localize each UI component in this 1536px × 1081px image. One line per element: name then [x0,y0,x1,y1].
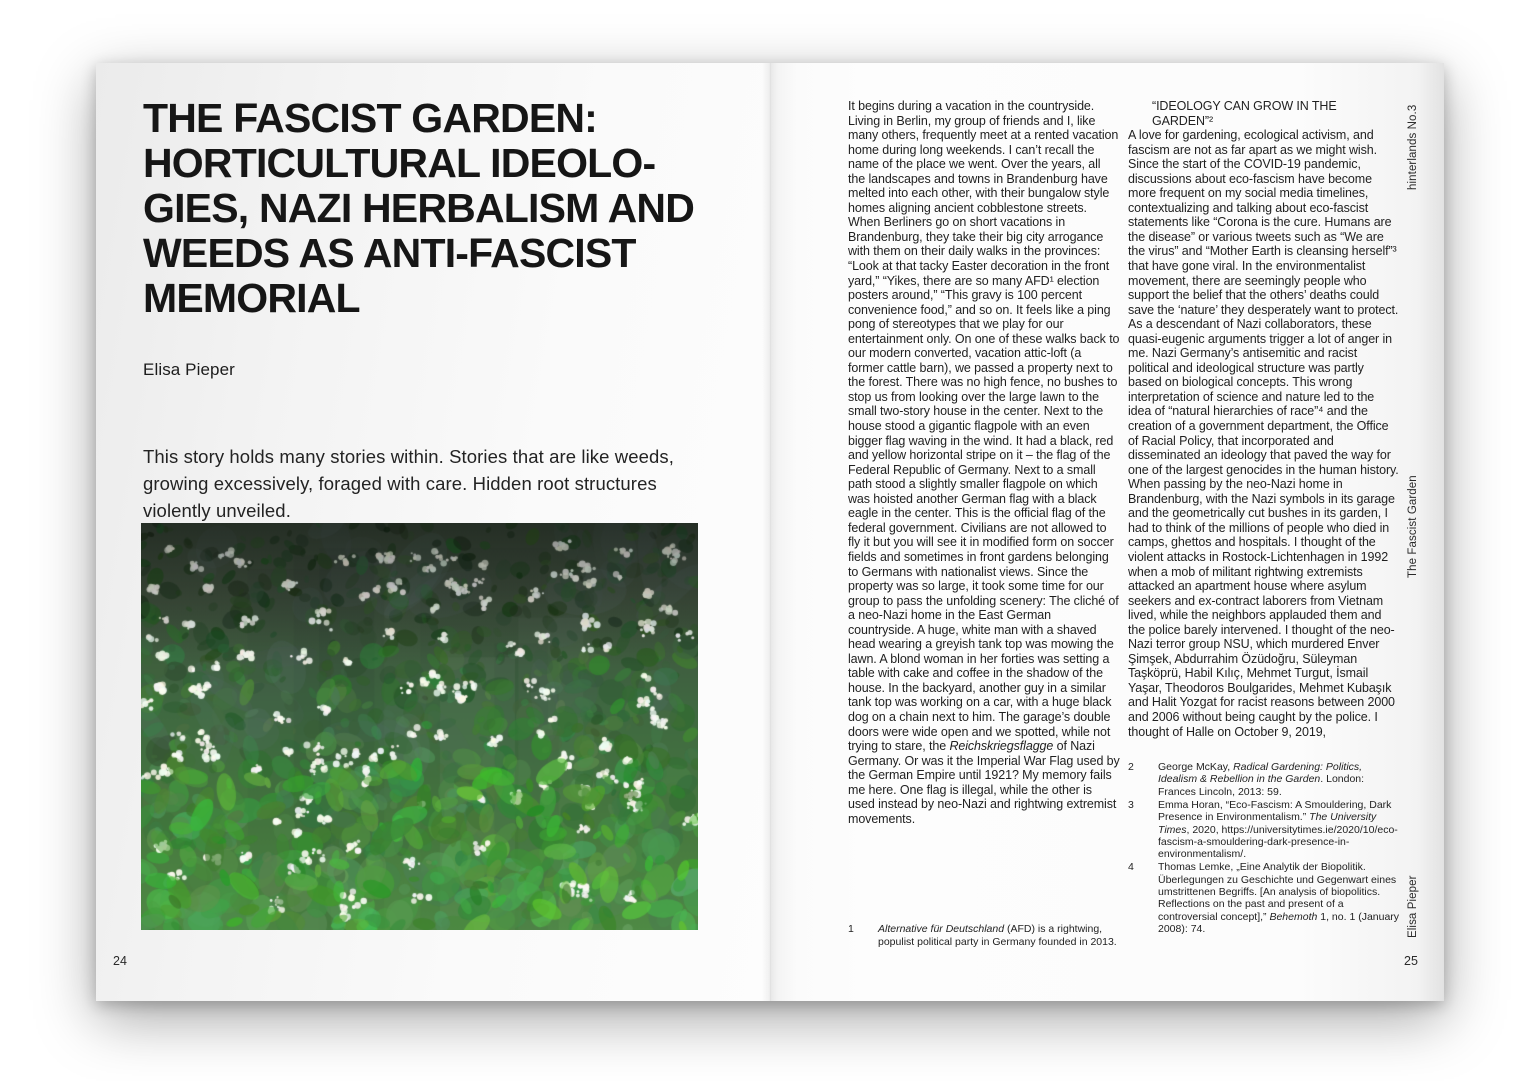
title-line: GIES, NAZI HERBALISM AND [143,185,695,231]
title-line: THE FASCIST GARDEN: [143,95,598,141]
footnote-segment: 1, no. 1 (January 2008): 74. [1158,910,1400,935]
body-text-italic-segment: Reichskriegsflagge [949,739,1054,754]
body-text-segment: of Nazi Germany. Or was it the Imperial War Flag used by the German Empire until 1921? My memory fails me here. One flag is illegal, while the other is used instead by neo-Nazi and rightwing extremist movements. [848,739,1124,826]
page-number-left: 24 [113,954,127,968]
footnote-italic: Alternative für Deutschland [878,923,1005,936]
footnote-text [1158,799,1400,860]
body-column-1 [848,99,1124,949]
footnote-text [1158,761,1400,798]
footnote [1128,861,1400,935]
author-name: Elisa Pieper [143,360,235,379]
body-column-2 [1128,99,1403,936]
body-text-segment: It begins during a vacation in the countryside. Living in Berlin, my group of friends and I, like many others, frequently meet at a rented vacation home during long weekends. I can’t recall the name of the place we went. Over the years, all the landscapes and towns in Brandenburg have melted into each other, with their bungalow style homes aligning ancient cobblestone streets. When Berliners go on short vacations in Brandenburg, they take their big city arrogance with them on their daily walks in the provinces: “Look at that tacky Easter decoration in the front yard,” “Yikes, there are so many AFD¹ election posters around,” “This gravy is 100 percent convenience food,” and so on. It feels like a ping pong of stereotypes that we play for our entertainment only. On one of these walks back to our modern converted, vacation attic-loft (a former cattle barn), we passed a property next to the forest. There was no high fence, no bushes to stop us from looking over the large lawn to the small two-story house in the center. Next to the house stood a gigantic flagpole with an even bigger flag waving in the wind. It had a black, red and yellow horizontal stripe on it – the flag of the Federal Republic of Germany. Next to a small path stood a slightly smaller flagpole on which was hoisted another German flag with a black eagle in the center. This is the official flag of the federal government. Civilians are not allowed to fly it but you will see it in modified form on soccer fields and sometimes in front gardens belonging to Germans with nationalist views. Since the property was so large, it took some time for our group to pass the unfolding scenery: The cliché of a neo-Nazi home in the East German countryside. A huge, white man with a shaved head wearing a greyish tank top was mowing the lawn. A blond woman in her forties was setting a table with cake and coffee in the shadow of the house. In the backyard, another guy in a similar tank top was working on a car, with a huge black dog on a chain next to him. The garage’s double doors were wide open and we spotted, while not trying to stare, the [848,99,1123,754]
book-spread [96,63,1444,1001]
footnote-segment: (AFD) is a rightwing, populist political party in Germany founded in 2013. [878,923,1117,948]
title-line: MEMORIAL [143,275,360,321]
title-line: WEEDS AS ANTI-FASCIST [143,230,636,276]
intro-paragraph: This story holds many stories within. Stories that are like weeds, growing excessively, foraged with care. Hidden root structures violently unveiled. [143,446,674,521]
footnote-segment: George McKay, [1158,761,1234,774]
title-line: HORTICULTURAL IDEOLO- [143,140,656,186]
body-paragraph-2: A love for gardening, ecological activism, and fascism are not as far apart as we might wish. Since the start of the COVID-19 pandemic, discussions about eco-fascism have become more frequent on my social media timelines, contextualizing and talking about eco-fascist statements like “Corona is the cure. Humans are the disease” or various tweets such as “We are the virus” and “Mother Earth is cleansing herself”³ that have gone viral. In the environmentalist movement, there are seemingly people who support the belief that the others’ deaths could save the ‘nature’ they desperately want to protect. As a descendant of Nazi collaborators, these quasi-eugenic arguments trigger a lot of anger in me. Nazi Germany’s antisemitic and racist political and ideological structure was partly based on biological concepts. This wrong interpretation of science and nature led to the idea of “natural hierarchies of race”⁴ and the creation of a government department, the Office of Racial Policy, that incorporated and disseminated an ideology that paved the way for one of the largest genocides in the human history. When passing by the neo-Nazi home in Brandenburg, with the Nazi symbols in its garage and the geometrically cut bushes in its garden, I had to think of the millions of people who died in camps, ghettos and hospitals. I thought of the violent attacks in Rostock-Lichtenhagen in 1992 when a mob of militant rightwing extremists attacked an apartment house where asylum seekers and ex-contract laborers from Vietnam lived, while the neighbors applauded them and the police barely intervened. I thought of the neo-Nazi terror group NSU, which murdered Enver Şimşek, Abdurrahim Özüdoğru, Süleyman Taşköprü, Habil Kılıç, Mehmet Turgut, İsmail Yaşar, Theodoros Boulgarides, Mehmet Kubaşık and Halit Yozgat for racist reasons between 2000 and 2006 without being caught by the police. I thought of Halle on October 9, 2019, [1128,128,1403,739]
sidebar-publication-label: hinterlands No.3 [1407,104,1419,190]
footnote-segment: Thomas Lemke, „Eine Analytik der Biopolitik. Überlegungen zu Geschichte und Gegenwart eines umstrittenen Begriffs. [An analysis of biopolitics. Reflections on the past and present of a controversial concept],” [1158,861,1397,923]
footnote-number: 1 [848,923,854,936]
sidebar-author-label: Elisa Pieper [1407,875,1419,938]
footnote-italic: Behemoth [1269,910,1318,923]
footnote-number: 3 [1128,798,1134,811]
footnote [848,923,1120,948]
section-heading: “IDEOLOGY CAN GROW IN THE GARDEN”² [1152,99,1337,128]
footnote-segment: Emma Horan, “Eco-Fascism: A Smouldering, Dark Presence in Environmentalism.” [1158,798,1392,824]
foliage-photo-canvas [141,523,698,930]
footnote-italic: Radical Gardening: Politics, Idealism & Rebellion in the Garden [1158,761,1363,786]
footnotes-column-2 [1128,761,1400,935]
footnotes-column-1 [848,923,1120,949]
footnote-text [1158,861,1400,935]
footnote [1128,799,1400,860]
footnote [1128,761,1400,798]
page-number-right: 25 [1404,954,1418,968]
article-title [143,96,743,321]
body-paragraph-1 [848,99,1124,826]
sidebar-article-title-label: The Fascist Garden [1407,475,1419,578]
right-page [770,63,1444,1001]
footnote-segment: , 2020, https://universitytimes.ie/2020/10/eco-fascism-a-smouldering-dark-presence-in-environmentalism/. [1158,823,1398,861]
footnote-number: 2 [1128,761,1134,774]
footnote-text [878,923,1120,948]
footnote-italic: The University Times [1158,811,1377,836]
left-page [96,63,770,1001]
article-photo [141,523,698,930]
footnote-segment: . London: Frances Lincoln, 2013: 59. [1158,773,1365,798]
footnote-number: 4 [1128,861,1134,874]
